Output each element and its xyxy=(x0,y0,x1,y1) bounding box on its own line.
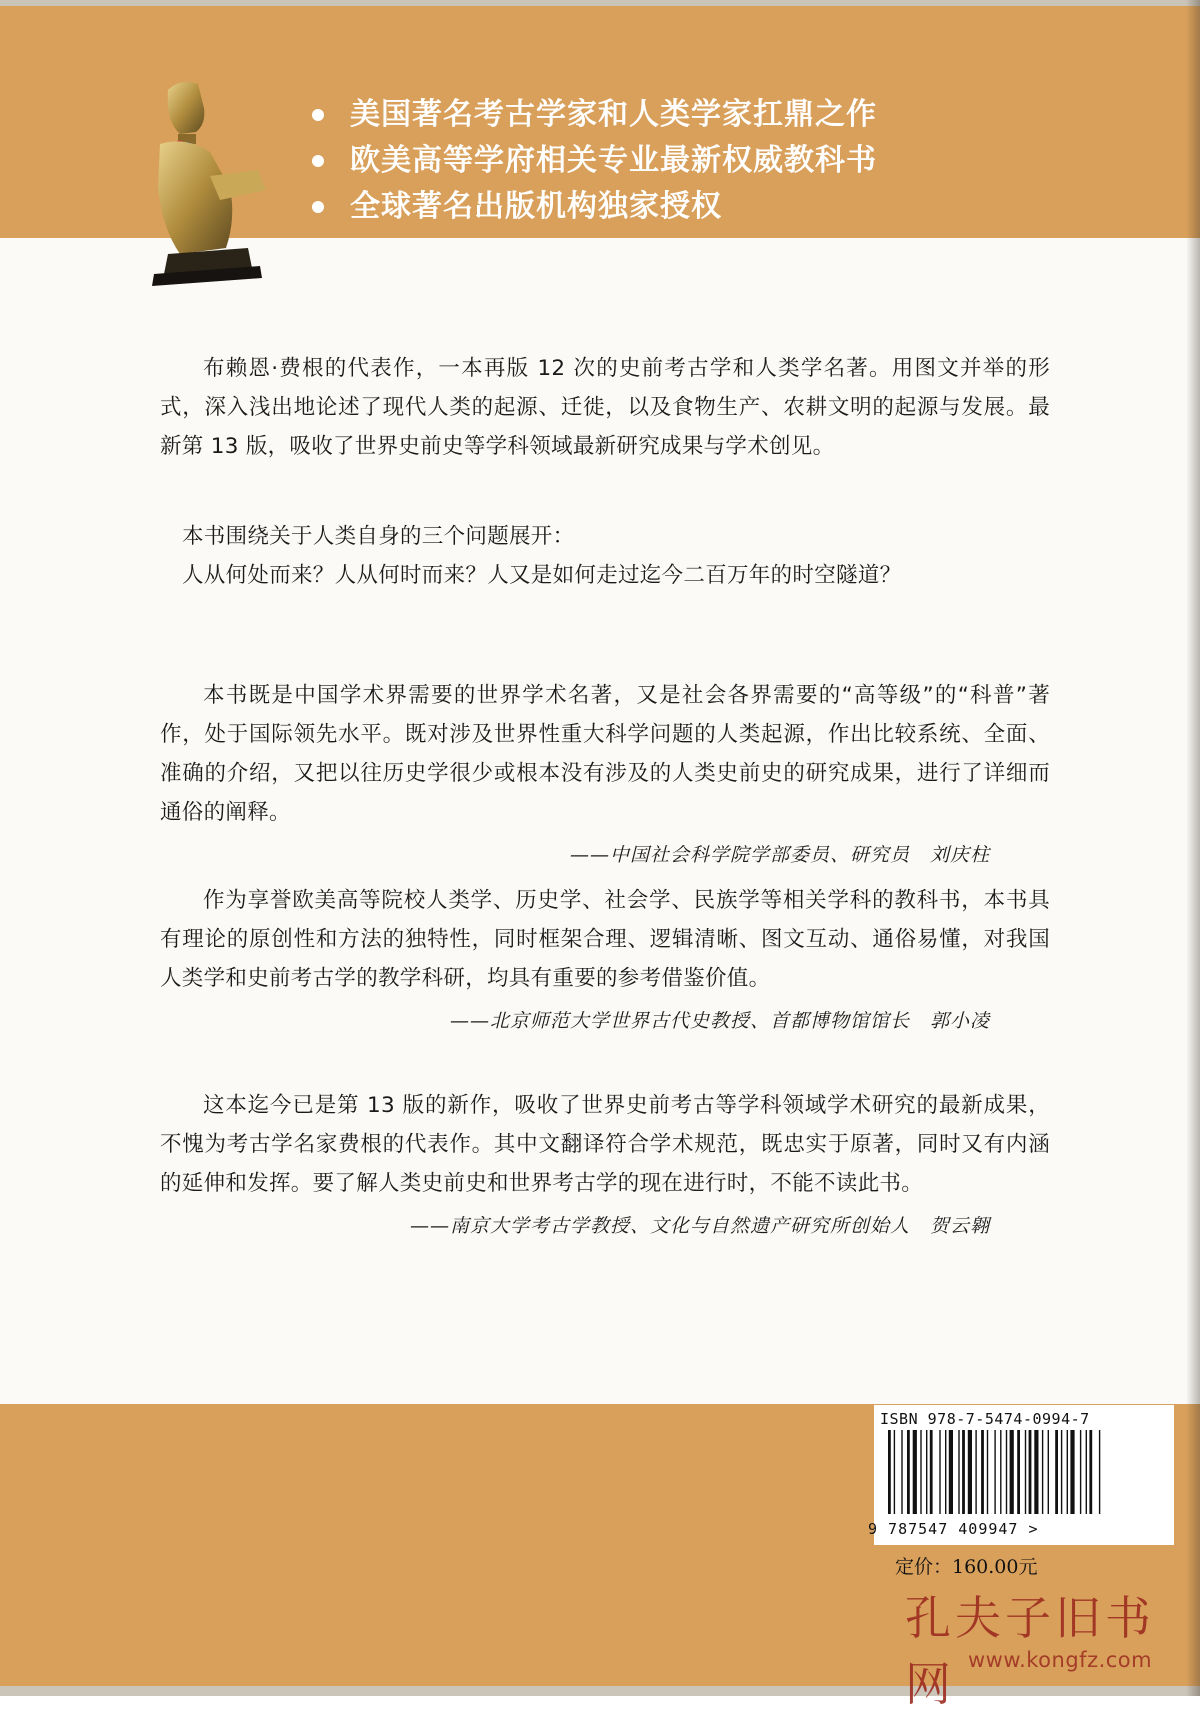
egyptian-statue-image xyxy=(140,78,280,288)
barcode-digits: 9 787547 409947 > xyxy=(868,1520,1039,1538)
barcode-bar xyxy=(888,1430,891,1514)
watermark-url: www.kongfz.com xyxy=(968,1648,1153,1672)
feature-bullet: 美国著名考古学家和人类学家扛鼎之作 xyxy=(300,92,1060,138)
barcode-bar xyxy=(958,1430,959,1514)
bottom-edge xyxy=(0,1686,1200,1696)
barcode-bar xyxy=(907,1430,910,1514)
barcode-bar xyxy=(1080,1430,1081,1514)
questions-block xyxy=(160,517,1050,595)
barcode-bar xyxy=(939,1430,940,1514)
feature-bullet-list xyxy=(300,92,1060,230)
barcode-bar xyxy=(1010,1430,1014,1514)
barcode-bar xyxy=(1055,1430,1058,1514)
barcode-bar xyxy=(1061,1430,1062,1514)
isbn-label: ISBN 978-7-5474-0994-7 xyxy=(880,1410,1090,1428)
barcode-bar xyxy=(926,1430,927,1514)
barcode-bar xyxy=(968,1430,972,1514)
price-label: 定价：160.00元 xyxy=(895,1556,1038,1578)
barcode-bar xyxy=(994,1430,995,1514)
intro-block xyxy=(160,349,1050,466)
questions-line: 人从何处而来？人从何时而来？人又是如何走过迄今二百万年的时空隧道？ xyxy=(182,563,902,588)
barcode-bar xyxy=(1070,1430,1074,1514)
review-text: 作为享誉欧美高等院校人类学、历史学、社会学、民族学等相关学科的教科书，本书具有理论的原创性和方法的独特性，同时框架合理、逻辑清晰、图文互动、通俗易懂，对我国人类学和史前考古学的教学科研，均具有重要的参考借鉴价值。 xyxy=(160,888,1050,991)
barcode-bar xyxy=(1025,1430,1026,1514)
barcode-bar xyxy=(1034,1430,1038,1514)
watermark-logo: 孔夫子旧书网 xyxy=(905,1591,1155,1711)
review-block xyxy=(160,1086,1050,1243)
questions-lead: 本书围绕关于人类自身的三个问题展开： xyxy=(182,524,575,549)
top-edge xyxy=(0,0,1200,6)
bullet-dot-icon xyxy=(312,201,324,213)
barcode-bar xyxy=(913,1430,917,1514)
barcode-bar xyxy=(1017,1430,1020,1514)
review-block xyxy=(160,881,1050,1038)
barcode-bar xyxy=(920,1430,921,1514)
feature-bullet: 全球著名出版机构独家授权 xyxy=(300,184,1060,230)
bullet-dot-icon xyxy=(312,109,324,121)
barcode-bar xyxy=(975,1430,976,1514)
barcode-bar xyxy=(987,1430,988,1514)
review-signature: ——南京大学考古学教授、文化与自然遗产研究所创始人 贺云翱 xyxy=(409,1215,990,1237)
page-edge-shadow xyxy=(1186,0,1200,1696)
barcode-bar xyxy=(1006,1430,1007,1514)
barcode-bar xyxy=(962,1430,965,1514)
review-block xyxy=(160,676,1050,872)
review-text: 这本迄今已是第 13 版的新作，吸收了世界史前考古等学科领域学术研究的最新成果，不愧为考古学名家费根的代表作。其中文翻译符合学术规范，既忠实于原著，同时又有内涵的延伸和发挥。要了解人类史前史和世界考古学的现在进行时，不能不读此书。 xyxy=(160,1093,1050,1196)
barcode-bar xyxy=(945,1430,946,1514)
barcode-bar xyxy=(1067,1430,1068,1514)
barcode-bar xyxy=(1000,1430,1001,1514)
barcode-bar xyxy=(1099,1430,1100,1514)
barcode-bar xyxy=(901,1430,902,1514)
review-text: 本书既是中国学术界需要的世界学术名著，又是社会各界需要的“高等级”的“科普”著作，处于国际领先水平。既对涉及世界性重大科学问题的人类起源，作出比较系统、全面、准确的介绍，又把以往历史学很少或根本没有涉及的人类史前史的研究成果，进行了详细而通俗的阐释。 xyxy=(160,683,1050,825)
barcode-bar xyxy=(981,1430,984,1514)
barcode-bar xyxy=(1089,1430,1092,1514)
barcode-bar xyxy=(1029,1430,1032,1514)
barcode-bar xyxy=(1086,1430,1087,1514)
intro-paragraph: 布赖恩·费根的代表作，一本再版 12 次的史前考古学和人类学名著。用图文并举的形式，深入浅出地论述了现代人类的起源、迁徙，以及食物生产、农耕文明的起源与发展。最新第 13 版，吸收了世界史前史等学科领域最新研究成果与学术创见。 xyxy=(160,356,1050,459)
barcode-bar xyxy=(894,1430,895,1514)
barcode-bar xyxy=(930,1430,933,1514)
review-signature: ——北京师范大学世界古代史教授、首都博物馆馆长 郭小凌 xyxy=(449,1010,990,1032)
barcode-bar xyxy=(949,1430,953,1514)
barcode-bar xyxy=(1048,1430,1049,1514)
review-signature: ——中国社会科学院学部委员、研究员 刘庆柱 xyxy=(569,844,990,866)
barcode-bar xyxy=(1042,1430,1043,1514)
feature-bullet: 欧美高等学府相关专业最新权威教科书 xyxy=(300,138,1060,184)
barcode-icon xyxy=(888,1430,1138,1514)
bullet-dot-icon xyxy=(312,155,324,167)
